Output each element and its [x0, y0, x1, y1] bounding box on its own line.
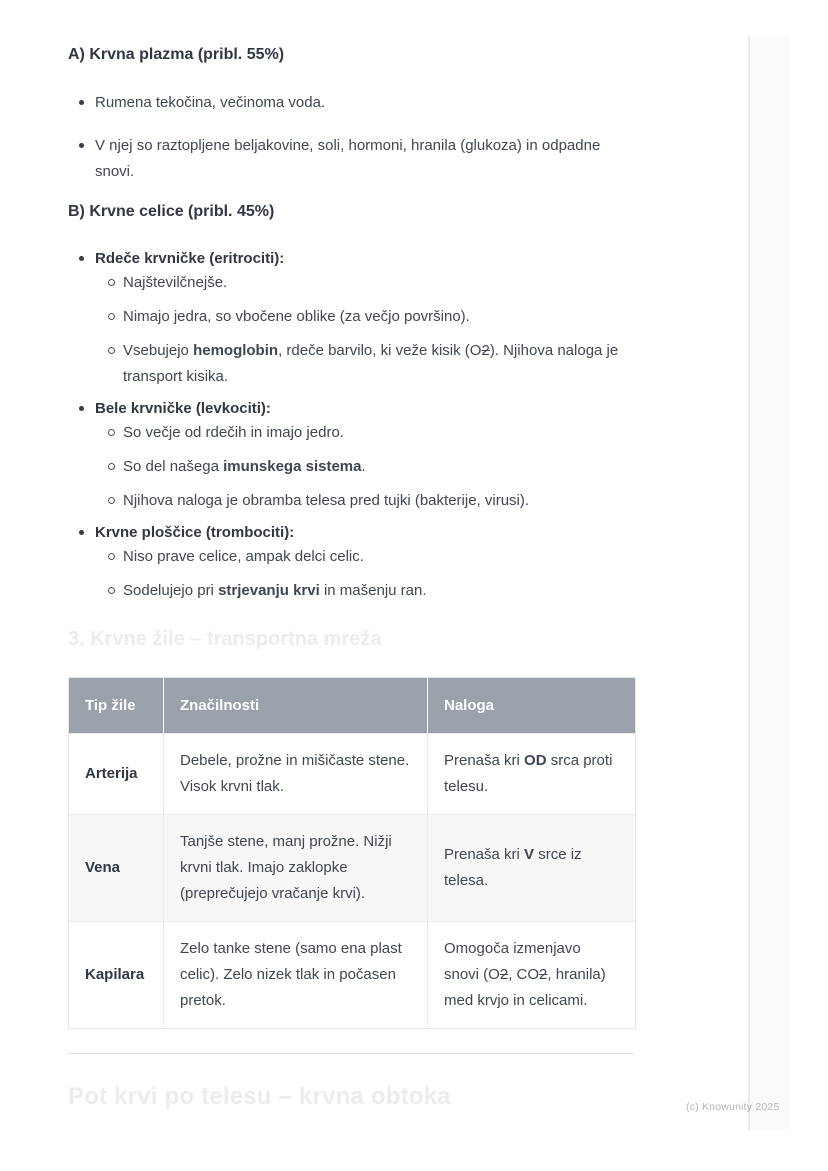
list-item-text: Rdeče krvničke (eritrociti): [95, 250, 285, 267]
cell-vessel-type: Kapilara [69, 921, 164, 1028]
list-item-text: Nimajo jedra, so vbočene oblike (za večjo površino). [123, 308, 470, 325]
bullet-icon [79, 256, 84, 261]
cell-group-erythrocytes [68, 248, 634, 390]
header-cell-traits: Značilnosti [164, 678, 428, 733]
header-cell-type: Tip žile [69, 678, 164, 733]
vessel-table [68, 677, 636, 1029]
cell-group-leukocytes [68, 398, 634, 514]
bullet-icon [79, 406, 84, 411]
plasma-bullet-list [68, 90, 634, 185]
sub-bullet-list [68, 270, 634, 390]
list-item [68, 248, 634, 270]
content-area [68, 45, 634, 1111]
cell-role: Prenaša kri V srce iz telesa. [428, 814, 635, 921]
list-item [68, 454, 634, 480]
list-item-text: Rumena tekočina, večinoma voda. [95, 94, 326, 111]
list-item [68, 398, 634, 420]
circle-bullet-icon [108, 463, 115, 470]
list-item-text: Vsebujejo hemoglobin, rdeče barvilo, ki veže kisik (O2). Njihova naloga je transport kisika. [123, 342, 619, 385]
copyright-note: (c) Knowunity 2025 [686, 1101, 780, 1113]
list-item [68, 133, 634, 185]
list-item [68, 90, 634, 116]
circle-bullet-icon [108, 553, 115, 560]
table-header-row [69, 678, 635, 733]
page-edge-line [748, 36, 750, 1130]
table-row [69, 814, 635, 921]
bullet-icon [79, 100, 84, 105]
list-item-text: Niso prave celice, ampak delci celic. [123, 548, 364, 565]
bullet-icon [79, 530, 84, 535]
circle-bullet-icon [108, 313, 115, 320]
table-row [69, 921, 635, 1028]
cell-group-thrombocytes [68, 522, 634, 604]
circle-bullet-icon [108, 587, 115, 594]
circle-bullet-icon [108, 347, 115, 354]
section-heading-plasma: A) Krvna plazma (pribl. 55%) [68, 46, 285, 63]
cell-traits: Zelo tanke stene (samo ena plast celic). Zelo nizek tlak in počasen pretok. [164, 921, 428, 1028]
cell-role: Omogoča izmenjavo snovi (O2, CO2, hranila) med krvjo in celicami. [428, 921, 635, 1028]
list-item [68, 338, 634, 390]
sub-bullet-list [68, 420, 634, 514]
list-item-text: So večje od rdečih in imajo jedro. [123, 424, 344, 441]
header-cell-role: Naloga [428, 678, 635, 733]
page-margin-panel [751, 36, 790, 1130]
list-item-text: Njihova naloga je obramba telesa pred tujki (bakterije, virusi). [123, 492, 530, 509]
list-item-text: V njej so raztopljene beljakovine, soli, hormoni, hranila (glukoza) in odpadne snovi. [95, 137, 601, 180]
list-item [68, 488, 634, 514]
list-item [68, 544, 634, 570]
circle-bullet-icon [108, 497, 115, 504]
list-item-text: Najštevilčnejše. [123, 274, 228, 291]
list-item [68, 304, 634, 330]
bullet-icon [79, 143, 84, 148]
cell-traits: Tanjše stene, manj prožne. Nižji krvni tlak. Imajo zaklopke (preprečujejo vračanje krvi). [164, 814, 428, 921]
list-item-text: Sodelujejo pri strjevanju krvi in mašenju ran. [123, 582, 427, 599]
cell-role: Prenaša kri OD srca proti telesu. [428, 733, 635, 814]
cell-vessel-type: Arterija [69, 733, 164, 814]
sub-bullet-list [68, 544, 634, 604]
faded-heading-vessels: 3. Krvne žile – transportna mreža [68, 628, 382, 650]
section-heading-cells: B) Krvne celice (pribl. 45%) [68, 203, 275, 220]
table-row [69, 733, 635, 814]
circle-bullet-icon [108, 279, 115, 286]
list-item-text: Krvne ploščice (trombociti): [95, 524, 295, 541]
list-item-text: So del našega imunskega sistema. [123, 458, 366, 475]
cell-traits: Debele, prožne in mišičaste stene. Visok krvni tlak. [164, 733, 428, 814]
circle-bullet-icon [108, 429, 115, 436]
divider [68, 1053, 634, 1054]
list-item-text: Bele krvničke (levkociti): [95, 400, 271, 417]
list-item [68, 270, 634, 296]
cell-vessel-type: Vena [69, 814, 164, 921]
list-item [68, 522, 634, 544]
list-item [68, 578, 634, 604]
list-item [68, 420, 634, 446]
faded-heading-circulation: Pot krvi po telesu – krvna obtoka [68, 1083, 451, 1110]
